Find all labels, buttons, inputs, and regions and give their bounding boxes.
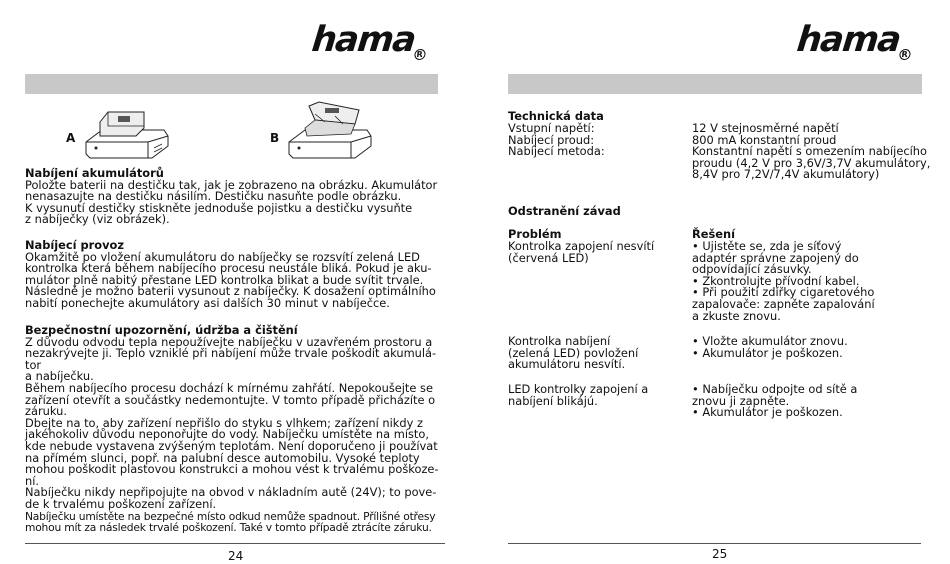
hama-logo: hamaR (310, 20, 429, 60)
solution-row: • Nabíječku odpojte od sítě a znovu ji zapněte. • Akumulátor je poškozen. (692, 382, 858, 420)
solution-row: • Ujistěte se, zda je síťový adaptér správne zapojený do odpovídající zásuvky. • Zkontrolujte přívodní kabel. • Při použití zdířky cigaretového zapalovače: zapněte zapalování a zkuste znovu. (692, 239, 875, 323)
charger-illustration-a (82, 102, 172, 160)
solution-column-header: Řešení (692, 227, 736, 241)
solution-row: • Vložte akumulátor znovu. • Akumulátor je poškozen. (692, 334, 848, 360)
bottom-rule (508, 543, 921, 544)
page-number: 24 (228, 549, 244, 563)
problem-row: LED kontrolky zapojení a nabíjení blikájú. (508, 382, 649, 408)
bottom-rule (25, 543, 445, 544)
troubleshoot-heading: Odstranění závad (508, 204, 621, 218)
section-body: Okamžitě po vložení akumulátoru do nabíječky se rozsvítí zelená LED kontrolka která během nabíjecího procesu neustále bliká. Pokud je aku- mulátor plně nabitý přestane LED kontrolka blikat a bude svítit trvale. Následně je možno baterii vysunout z nabíječky. K dosažení optimálního nabití ponechejte akumulátory asi dalších 30 minut v nabíječce. (25, 249, 436, 310)
charger-illustration-b (285, 102, 375, 160)
page-number: 25 (712, 547, 728, 561)
header-bar (25, 74, 438, 94)
section-heading: Bezpečnostní upozornění, údržba a čištění (25, 323, 298, 337)
section-heading: Nabíjení akumulátorů (25, 166, 164, 180)
section-body: Položte baterii na destičku tak, jak je zobrazeno na obrázku. Akumulátor nenasazujte na destičku násilím. Destičku nasuňte podle obrázku. K vysunutí destičky stiskněte jednoduše pojistku a destičku vysuňte z nabíječky (viz obrázek). (25, 177, 438, 227)
section-body: Z důvodu odvodu tepla nepoužívejte nabíječku v uzavřeném prostoru a nezakrývejte ji. Teplo vzniklé při nabíjení může trvale poškodit akumulá- tor a nabíječku. Během nabíjecího procesu dochází k mírnému zahřátí. Nepokoušejte se zařízení otevřít a součástky nedemontujte. V tomto případě přicházíte o záruku. Dbejte na to, aby zařízení nepřišlo do styku s vlhkem; zařízení nikdy z jakéhokoliv důvodu neponořujte do vody. Nabíječku umístěte na místo, kde nebude vystavena zvýšeným teplotám. Není doporučeno ji používat na přímém slunci, popř. na palubní desce automobilu. Vysoké teploty mohou poškodit plastovou konstrukci a mohou vést k trvalému poškoze- ní. Nabíječku nikdy nepřipojujte na obvod v nákladním autě (24V); to pove- de k trvalému poškození zařízení. (25, 334, 439, 511)
hama-logo: hamaR (795, 20, 914, 60)
problem-column-header: Problém (508, 227, 562, 241)
right-page (475, 0, 950, 564)
tech-data-heading: Technická data (508, 109, 604, 123)
figure-label-a: A (66, 131, 76, 145)
section-charging (25, 168, 445, 226)
section-body-small: Nabíječku umístěte na bezpečné místo odkud nemůže spadnout. Přílišné otřesy mohou mít za následek trvalé poškození. Také v tomto případě ztrácíte záruku. (25, 509, 436, 535)
section-charging-mode (25, 240, 445, 310)
section-safety (25, 325, 445, 534)
section-heading: Nabíjecí provoz (25, 238, 125, 252)
problem-row: Kontrolka nabíjení (zelená LED) povložení akumulátoru nesvítí. (508, 334, 639, 372)
header-bar (508, 74, 922, 94)
tech-data-labels: Vstupní napětí: Nabíjecí proud: Nabíjecí metoda: (508, 121, 605, 159)
figure-label-b: B (270, 131, 280, 145)
tech-data-values: 12 V stejnosměrné napětí 800 mA konstantní proud Konstantní napětí s omezením nabíjecího proudu (4,2 V pro 3,6V/3,7V akumulátory, 8,4V pro 7,2V/7,4V akumulátory) (692, 121, 931, 182)
problem-row: Kontrolka zapojení nesvítí (červená LED) (508, 239, 655, 265)
